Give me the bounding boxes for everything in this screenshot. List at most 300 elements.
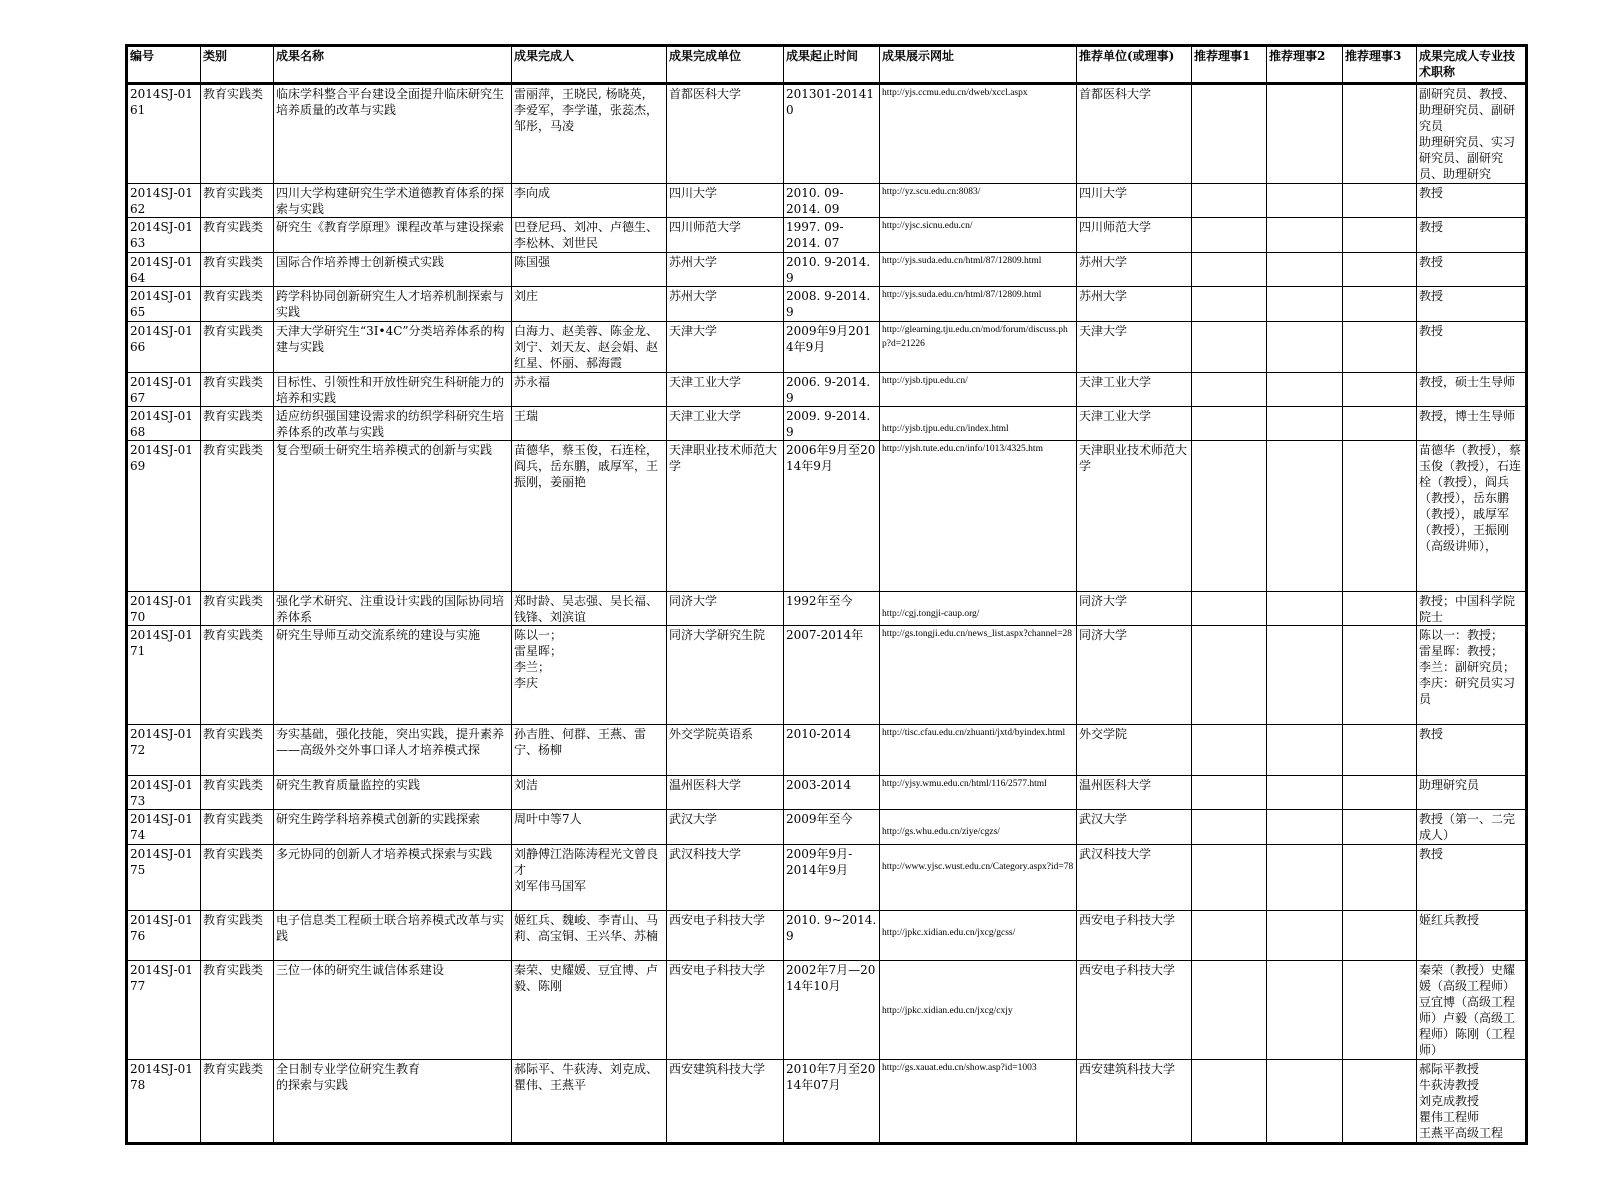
cell-unit-text: 天津大学 (669, 324, 718, 338)
cell-director-2 (1267, 725, 1343, 776)
cell-professional-titles (1417, 373, 1527, 407)
table-row (127, 218, 1527, 253)
cell-professional-titles-text: 教授（第一、二完成人） (1419, 812, 1516, 842)
table-body (127, 84, 1527, 1144)
cell-authors-text: 陈国强 (514, 255, 551, 269)
col-header-unit: 成果完成单位 (667, 46, 784, 84)
cell-recommender-text: 武汉大学 (1079, 812, 1128, 826)
cell-url-text[interactable]: http://jpkc.xidian.edu.cn/jxcg/cxjy (882, 1006, 1013, 1016)
table-row (127, 1060, 1527, 1144)
cell-title (274, 407, 512, 441)
cell-id (127, 961, 201, 1060)
cell-director-1 (1192, 322, 1267, 373)
cell-director-2 (1267, 626, 1343, 725)
cell-recommender (1077, 287, 1192, 322)
cell-unit (667, 287, 784, 322)
cell-director-1 (1192, 911, 1267, 961)
cell-recommender-text: 武汉科技大学 (1079, 847, 1152, 861)
cell-director-1 (1192, 810, 1267, 845)
cell-professional-titles (1417, 441, 1527, 592)
cell-director-2 (1267, 84, 1343, 184)
cell-url[interactable] (880, 407, 1077, 441)
cell-authors-text: 姬红兵、魏峻、李青山、马莉、高宝铜、王兴华、苏楠 (514, 913, 659, 943)
table-row (127, 776, 1527, 810)
col-header-category: 类别 (201, 46, 274, 84)
cell-director-3 (1343, 961, 1417, 1060)
cell-title (274, 253, 512, 287)
cell-recommender-text: 天津工业大学 (1079, 409, 1152, 423)
cell-unit (667, 810, 784, 845)
col-header-period: 成果起止时间 (784, 46, 880, 84)
cell-director-1 (1192, 218, 1267, 253)
cell-period (784, 184, 880, 218)
cell-director-2 (1267, 373, 1343, 407)
cell-professional-titles (1417, 592, 1527, 626)
cell-title (274, 911, 512, 961)
cell-title-text: 三位一体的研究生诚信体系建设 (276, 963, 445, 977)
cell-title (274, 626, 512, 725)
cell-professional-titles (1417, 322, 1527, 373)
cell-recommender-text: 天津大学 (1079, 324, 1128, 338)
cell-id-text: 2014SJ-0165 (130, 289, 193, 319)
cell-period (784, 287, 880, 322)
cell-title-text: 适应纺织强国建设需求的纺织学科研究生培养体系的改革与实践 (276, 409, 505, 439)
cell-id-text: 2014SJ-0162 (130, 186, 193, 216)
cell-unit-text: 天津职业技术师范大学 (669, 443, 778, 473)
cell-director-1 (1192, 441, 1267, 592)
cell-director-1 (1192, 407, 1267, 441)
cell-url-text[interactable]: http://tisc.cfau.edu.cn/zhuanti/jxtd/byindex.html (882, 728, 1066, 738)
cell-director-3 (1343, 184, 1417, 218)
cell-category (201, 911, 274, 961)
cell-director-2 (1267, 810, 1343, 845)
cell-authors (512, 407, 667, 441)
table-row (127, 911, 1527, 961)
cell-director-2 (1267, 776, 1343, 810)
cell-professional-titles-text: 教授 (1419, 727, 1444, 741)
cell-professional-titles (1417, 1060, 1527, 1144)
cell-url[interactable] (880, 84, 1077, 184)
cell-title-text: 跨学科协同创新研究生人才培养机制探索与实践 (276, 289, 505, 319)
cell-title (274, 184, 512, 218)
cell-period-text: 2006年9月至2014年9月 (786, 443, 876, 473)
cell-professional-titles-text: 教授 (1419, 847, 1444, 861)
cell-unit (667, 184, 784, 218)
cell-professional-titles (1417, 287, 1527, 322)
cell-director-2 (1267, 845, 1343, 911)
cell-director-1 (1192, 253, 1267, 287)
cell-professional-titles (1417, 845, 1527, 911)
cell-id (127, 218, 201, 253)
cell-url[interactable] (880, 592, 1077, 626)
cell-authors-text: 苏永福 (514, 375, 551, 389)
cell-category (201, 407, 274, 441)
cell-authors (512, 287, 667, 322)
cell-title-text: 电子信息类工程硕士联合培养模式改革与实践 (276, 913, 505, 943)
cell-title (274, 322, 512, 373)
cell-id-text: 2014SJ-0170 (130, 594, 193, 624)
cell-period (784, 725, 880, 776)
cell-authors-text: 雷丽萍，王晓民, 杨晓英，李爱军，李学谨，张蕊杰，邹彤，马凌 (514, 87, 659, 133)
cell-title-text: 研究生导师互动交流系统的建设与实施 (276, 628, 481, 642)
cell-director-3 (1343, 218, 1417, 253)
cell-id (127, 373, 201, 407)
cell-authors (512, 810, 667, 845)
cell-unit-text: 四川大学 (669, 186, 718, 200)
cell-director-3 (1343, 253, 1417, 287)
table-row (127, 84, 1527, 184)
cell-authors (512, 592, 667, 626)
cell-id (127, 322, 201, 373)
cell-title (274, 810, 512, 845)
cell-director-3 (1343, 626, 1417, 725)
cell-id (127, 184, 201, 218)
cell-unit (667, 407, 784, 441)
cell-url-text[interactable]: http://yjsb.tjpu.edu.cn/index.html (882, 424, 1009, 434)
cell-professional-titles-text: 教授；中国科学院院士 (1419, 594, 1516, 624)
cell-period (784, 810, 880, 845)
cell-url[interactable] (880, 1060, 1077, 1144)
cell-professional-titles (1417, 626, 1527, 725)
cell-authors (512, 322, 667, 373)
cell-unit-text: 外交学院英语系 (669, 727, 754, 741)
cell-unit-text: 苏州大学 (669, 255, 718, 269)
cell-unit-text: 西安电子科技大学 (669, 963, 766, 977)
table-row (127, 441, 1527, 592)
cell-id-text: 2014SJ-0166 (130, 324, 193, 354)
cell-period (784, 253, 880, 287)
cell-title-text: 目标性、引领性和开放性研究生科研能力的培养和实践 (276, 375, 505, 405)
table-row (127, 373, 1527, 407)
cell-url-text[interactable]: http://gs.tongji.edu.cn/news_list.aspx?channel=28 (882, 629, 1073, 639)
cell-url[interactable] (880, 322, 1077, 373)
cell-director-2 (1267, 322, 1343, 373)
cell-period-text: 1992年至今 (786, 594, 853, 608)
cell-category-text: 教育实践类 (203, 186, 264, 200)
cell-category (201, 322, 274, 373)
cell-recommender-text: 天津职业技术师范大学 (1079, 443, 1188, 473)
cell-director-3 (1343, 776, 1417, 810)
cell-authors-text: 陈以一； 雷星晖； 李兰； 李庆 (514, 628, 563, 690)
table-row (127, 184, 1527, 218)
col-header-authors: 成果完成人 (512, 46, 667, 84)
cell-id (127, 845, 201, 911)
cell-url-text[interactable]: http://yjsh.tute.edu.cn/info/1013/4325.htm (882, 444, 1043, 454)
cell-unit (667, 961, 784, 1060)
cell-authors (512, 253, 667, 287)
cell-period (784, 626, 880, 725)
cell-category-text: 教育实践类 (203, 375, 264, 389)
cell-title-text: 天津大学研究生“3I•4C”分类培养体系的构建与实践 (276, 324, 505, 354)
cell-professional-titles (1417, 776, 1527, 810)
cell-recommender-text: 苏州大学 (1079, 289, 1128, 303)
cell-director-3 (1343, 373, 1417, 407)
cell-professional-titles (1417, 407, 1527, 441)
cell-category-text: 教育实践类 (203, 220, 264, 234)
cell-professional-titles-text: 教授 (1419, 289, 1444, 303)
cell-professional-titles-text: 苗德华（教授），蔡玉俊（教授），石连栓（教授），阎兵（教授），岳东鹏（教授），戚厚军（教授），王振刚（高级讲师）， (1419, 443, 1522, 553)
cell-authors (512, 911, 667, 961)
cell-category (201, 287, 274, 322)
cell-authors (512, 1060, 667, 1144)
cell-recommender-text: 四川师范大学 (1079, 220, 1152, 234)
cell-authors (512, 626, 667, 725)
cell-director-1 (1192, 725, 1267, 776)
cell-url-text[interactable]: http://gs.whu.edu.cn/ziye/cgzs/ (882, 827, 1000, 837)
cell-url-text[interactable]: http://glearning.tju.edu.cn/mod/forum/discuss.php?d=21226 (882, 325, 1068, 349)
cell-professional-titles-text: 教授 (1419, 255, 1444, 269)
cell-id (127, 725, 201, 776)
cell-authors-text: 李向成 (514, 186, 551, 200)
cell-director-3 (1343, 725, 1417, 776)
cell-url-text[interactable]: http://yjsb.tjpu.edu.cn/ (882, 376, 968, 386)
cell-period-text: 2007-2014年 (786, 628, 864, 642)
cell-recommender (1077, 322, 1192, 373)
table-row (127, 961, 1527, 1060)
cell-title-text: 全日制专业学位研究生教育 的探索与实践 (276, 1062, 421, 1092)
cell-url[interactable] (880, 776, 1077, 810)
cell-url[interactable] (880, 253, 1077, 287)
cell-category (201, 84, 274, 184)
cell-title (274, 845, 512, 911)
cell-url-text[interactable]: http://yjs.ccmu.edu.cn/dweb/xccl.aspx (882, 88, 1028, 98)
cell-recommender-text: 首都医科大学 (1079, 87, 1152, 101)
cell-id (127, 407, 201, 441)
cell-period (784, 84, 880, 184)
cell-id (127, 810, 201, 845)
cell-category-text: 教育实践类 (203, 963, 264, 977)
cell-url-text[interactable]: http://yz.scu.edu.cn:8083/ (882, 187, 981, 197)
cell-category (201, 592, 274, 626)
cell-recommender (1077, 218, 1192, 253)
cell-director-3 (1343, 322, 1417, 373)
cell-recommender (1077, 184, 1192, 218)
cell-period (784, 218, 880, 253)
cell-url-text[interactable]: http://yjs.suda.edu.cn/html/87/12809.html (882, 256, 1042, 266)
cell-professional-titles-text: 教授，硕士生导师 (1419, 375, 1516, 389)
cell-director-1 (1192, 373, 1267, 407)
cell-director-2 (1267, 441, 1343, 592)
cell-director-1 (1192, 184, 1267, 218)
table-row (127, 592, 1527, 626)
cell-unit-text: 武汉科技大学 (669, 847, 742, 861)
cell-recommender-text: 西安建筑科技大学 (1079, 1062, 1176, 1076)
cell-category-text: 教育实践类 (203, 594, 264, 608)
col-header-titles: 成果完成人专业技术职称 (1417, 46, 1527, 84)
cell-category (201, 776, 274, 810)
cell-category-text: 教育实践类 (203, 1062, 264, 1076)
cell-period (784, 961, 880, 1060)
cell-recommender-text: 西安电子科技大学 (1079, 913, 1176, 927)
cell-url-text[interactable]: http://www.yjsc.wust.edu.cn/Category.aspx?id=78 (882, 862, 1074, 872)
cell-period (784, 322, 880, 373)
cell-unit (667, 592, 784, 626)
cell-title (274, 961, 512, 1060)
cell-category-text: 教育实践类 (203, 87, 264, 101)
cell-id-text: 2014SJ-0163 (130, 220, 193, 250)
cell-unit (667, 776, 784, 810)
cell-recommender-text: 苏州大学 (1079, 255, 1128, 269)
cell-unit (667, 322, 784, 373)
cell-id (127, 84, 201, 184)
cell-authors-text: 刘庄 (514, 289, 539, 303)
cell-recommender (1077, 1060, 1192, 1144)
cell-director-3 (1343, 441, 1417, 592)
cell-recommender-text: 四川大学 (1079, 186, 1128, 200)
cell-authors (512, 441, 667, 592)
cell-url[interactable] (880, 218, 1077, 253)
results-table (125, 44, 1528, 1145)
cell-director-3 (1343, 84, 1417, 184)
cell-director-1 (1192, 845, 1267, 911)
cell-director-1 (1192, 84, 1267, 184)
cell-url-text[interactable]: http://yjs.suda.edu.cn/html/87/12809.html (882, 290, 1042, 300)
cell-period-text: 2010. 9-2014. 9 (786, 255, 875, 285)
cell-url[interactable] (880, 911, 1077, 961)
cell-director-2 (1267, 407, 1343, 441)
cell-id-text: 2014SJ-0171 (130, 628, 193, 658)
cell-url-text[interactable]: http://jpkc.xidian.edu.cn/jxcg/gcss/ (882, 928, 1016, 938)
cell-professional-titles (1417, 218, 1527, 253)
cell-unit-text: 武汉大学 (669, 812, 718, 826)
header-row (127, 46, 1527, 84)
cell-category (201, 373, 274, 407)
cell-professional-titles-text: 教授 (1419, 186, 1444, 200)
table-row (127, 253, 1527, 287)
cell-recommender-text: 天津工业大学 (1079, 375, 1152, 389)
cell-authors (512, 373, 667, 407)
cell-url-text[interactable]: http://gs.xauat.edu.cn/show.asp?id=1003 (882, 1063, 1037, 1073)
cell-authors-text: 秦荣、史耀媛、豆宜博、卢毅、陈刚 (514, 963, 659, 993)
cell-id (127, 287, 201, 322)
cell-unit-text: 同济大学研究生院 (669, 628, 766, 642)
cell-category (201, 810, 274, 845)
cell-url[interactable] (880, 184, 1077, 218)
cell-url[interactable] (880, 626, 1077, 725)
cell-professional-titles (1417, 84, 1527, 184)
cell-title (274, 287, 512, 322)
cell-authors (512, 845, 667, 911)
table-row (127, 287, 1527, 322)
cell-id-text: 2014SJ-0164 (130, 255, 193, 285)
cell-category-text: 教育实践类 (203, 847, 264, 861)
cell-period-text: 2003-2014 (786, 778, 852, 792)
cell-category (201, 725, 274, 776)
cell-title (274, 1060, 512, 1144)
cell-recommender (1077, 373, 1192, 407)
cell-category (201, 184, 274, 218)
cell-category-text: 教育实践类 (203, 255, 264, 269)
cell-id (127, 776, 201, 810)
cell-professional-titles-text: 教授 (1419, 324, 1444, 338)
cell-authors-text: 白海力、赵美蓉、陈金龙、刘宁、刘天友、赵会娟、赵红星、怀丽、郝海霞 (514, 324, 659, 370)
cell-authors-text: 巴登尼玛、刘冲、卢德生、李松林、刘世民 (514, 220, 659, 250)
cell-url[interactable] (880, 725, 1077, 776)
cell-authors-text: 郑时龄、吴志强、吴长福、钱锋、刘滨谊 (514, 594, 659, 624)
cell-unit-text: 天津工业大学 (669, 375, 742, 389)
cell-recommender (1077, 626, 1192, 725)
cell-unit-text: 西安建筑科技大学 (669, 1062, 766, 1076)
cell-url-text[interactable]: http://yjsc.sicnu.edu.cn/ (882, 221, 973, 231)
cell-authors (512, 218, 667, 253)
cell-authors (512, 184, 667, 218)
cell-url-text[interactable]: http://yjsy.wmu.edu.cn/html/116/2577.html (882, 779, 1047, 789)
cell-category-text: 教育实践类 (203, 727, 264, 741)
cell-unit-text: 苏州大学 (669, 289, 718, 303)
cell-id-text: 2014SJ-0172 (130, 727, 193, 757)
cell-title-text: 复合型硕士研究生培养模式的创新与实践 (276, 443, 493, 457)
cell-director-2 (1267, 253, 1343, 287)
cell-id (127, 626, 201, 725)
cell-professional-titles (1417, 725, 1527, 776)
cell-recommender (1077, 441, 1192, 592)
cell-category-text: 教育实践类 (203, 409, 264, 423)
cell-recommender-text: 温州医科大学 (1079, 778, 1152, 792)
cell-professional-titles-text: 助理研究员 (1419, 778, 1480, 792)
cell-url[interactable] (880, 287, 1077, 322)
cell-title-text: 夯实基础，强化技能，突出实践，提升素养 ——高级外交外事口译人才培养模式探 (276, 727, 505, 757)
cell-period (784, 592, 880, 626)
col-header-director-1: 推荐理事1 (1192, 46, 1267, 84)
cell-period-text: 2009年9月2014年9月 (786, 324, 872, 354)
cell-category (201, 961, 274, 1060)
cell-recommender (1077, 407, 1192, 441)
cell-period-text: 2010年7月至2014年07月 (786, 1062, 876, 1092)
cell-unit (667, 725, 784, 776)
cell-recommender (1077, 845, 1192, 911)
cell-url[interactable] (880, 373, 1077, 407)
cell-recommender-text: 同济大学 (1079, 594, 1128, 608)
cell-category (201, 1060, 274, 1144)
cell-director-1 (1192, 961, 1267, 1060)
cell-professional-titles-text: 郝际平教授 牛荻涛教授 刘克成教授 瞿伟工程师 王燕平高级工程 (1419, 1062, 1504, 1140)
cell-id (127, 911, 201, 961)
cell-url[interactable] (880, 441, 1077, 592)
cell-period (784, 407, 880, 441)
cell-professional-titles (1417, 253, 1527, 287)
cell-url[interactable] (880, 845, 1077, 911)
cell-title (274, 84, 512, 184)
cell-recommender-text: 西安电子科技大学 (1079, 963, 1176, 977)
cell-url[interactable] (880, 961, 1077, 1060)
cell-recommender (1077, 961, 1192, 1060)
cell-authors (512, 84, 667, 184)
cell-recommender (1077, 911, 1192, 961)
cell-unit (667, 373, 784, 407)
cell-unit (667, 218, 784, 253)
cell-period-text: 2002年7月—2014年10月 (786, 963, 876, 993)
cell-director-2 (1267, 218, 1343, 253)
cell-title (274, 373, 512, 407)
cell-id (127, 592, 201, 626)
cell-url-text[interactable]: http://cgj.tongji-caup.org/ (882, 609, 980, 619)
cell-category-text: 教育实践类 (203, 289, 264, 303)
cell-period (784, 845, 880, 911)
cell-title (274, 725, 512, 776)
cell-authors-text: 刘洁 (514, 778, 539, 792)
cell-title-text: 多元协同的创新人才培养模式探索与实践 (276, 847, 493, 861)
cell-title-text: 国际合作培养博士创新模式实践 (276, 255, 445, 269)
cell-url[interactable] (880, 810, 1077, 845)
cell-director-3 (1343, 1060, 1417, 1144)
cell-period-text: 2010. 09- 2014. 09 (786, 186, 844, 216)
cell-title (274, 776, 512, 810)
cell-category-text: 教育实践类 (203, 913, 264, 927)
cell-id-text: 2014SJ-0168 (130, 409, 193, 439)
cell-professional-titles (1417, 961, 1527, 1060)
cell-authors-text: 孙吉胜、何群、王燕、雷宁、杨柳 (514, 727, 647, 757)
cell-authors-text: 周叶中等7人 (514, 812, 582, 826)
